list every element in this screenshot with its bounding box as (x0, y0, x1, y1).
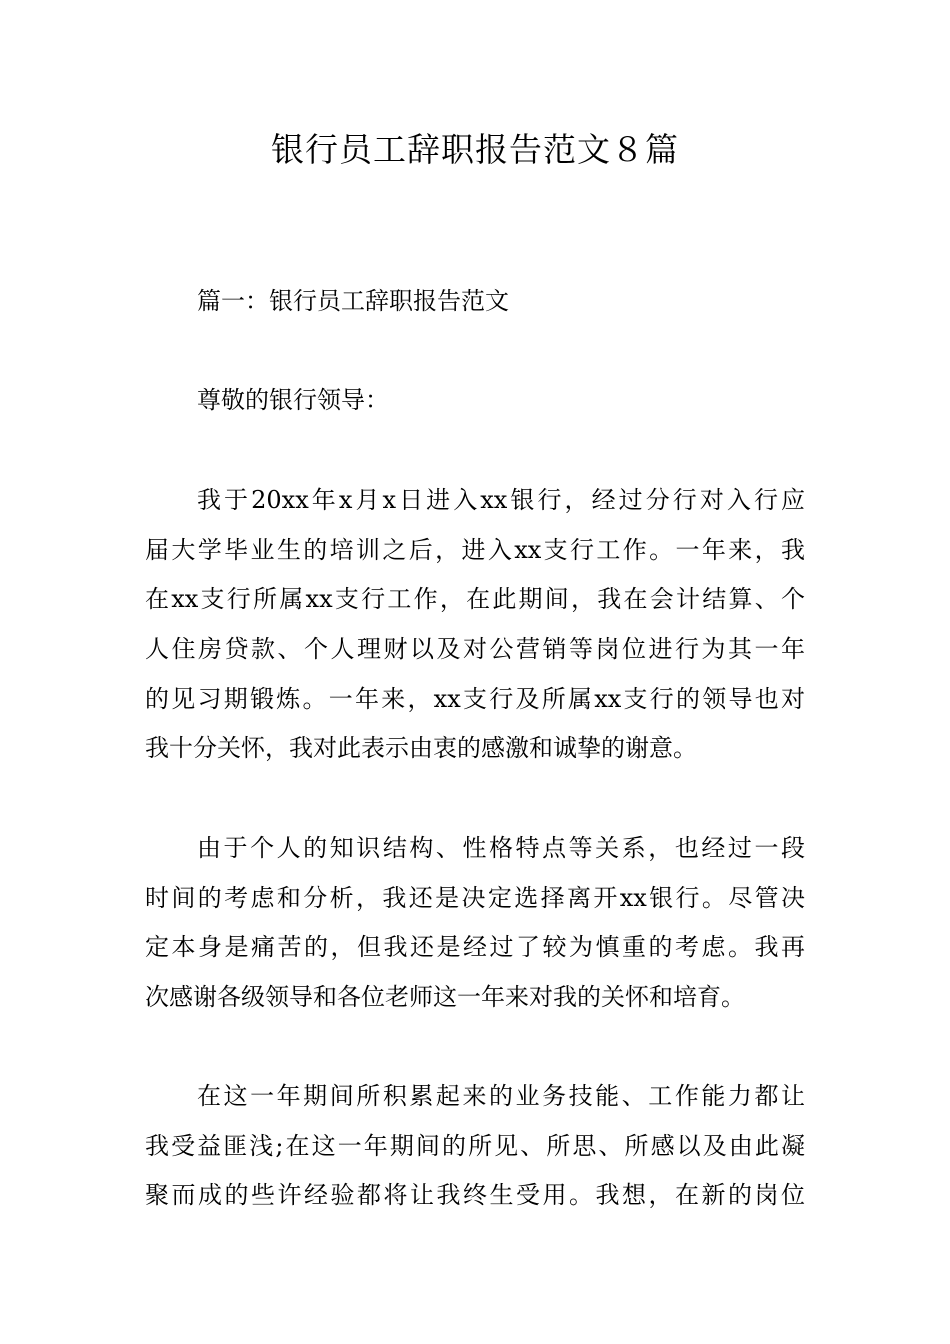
paragraph-line: 聚而成的些许经验都将让我终生受用。我想，在新的岗位 (145, 1181, 805, 1210)
paragraph-line: 时间的考虑和分析，我还是决定选择离开xx银行。尽管决 (145, 883, 805, 912)
paragraph-1 (145, 482, 805, 780)
paragraph-line: 在这一年期间所积累起来的业务技能、工作能力都让 (197, 1082, 805, 1110)
paragraph-line: 我受益匪浅;在这一年期间的所见、所思、所感以及由此凝 (145, 1131, 805, 1160)
paragraph-line: 我十分关怀，我对此表示由衷的感激和诚挚的谢意。 (145, 734, 697, 763)
paragraph-line: 人住房贷款、个人理财以及对公营销等岗位进行为其一年 (145, 635, 805, 664)
paragraph-2 (145, 830, 805, 1029)
paragraph-line: 在xx支行所属xx支行工作，在此期间，我在会计结算、个 (145, 585, 805, 614)
paragraph-line: 我于20xx年x月x日进入xx银行，经过分行对入行应 (197, 486, 805, 514)
paragraph-3 (145, 1078, 805, 1227)
salutation: 尊敬的银行领导： (197, 386, 389, 414)
document-title: 银行员工辞职报告范文８篇 (271, 130, 679, 169)
paragraph-line: 届大学毕业生的培训之后，进入xx支行工作。一年来，我 (145, 535, 805, 564)
paragraph-line: 定本身是痛苦的，但我还是经过了较为慎重的考虑。我再 (145, 933, 805, 962)
paragraph-line: 由于个人的知识结构、性格特点等关系，也经过一段 (197, 834, 805, 862)
paragraph-line: 的见习期锻炼。一年来，xx支行及所属xx支行的领导也对 (145, 684, 805, 713)
paragraph-line: 次感谢各级领导和各位老师这一年来对我的关怀和培育。 (145, 983, 745, 1012)
section-heading: 篇一：银行员工辞职报告范文 (197, 287, 509, 315)
